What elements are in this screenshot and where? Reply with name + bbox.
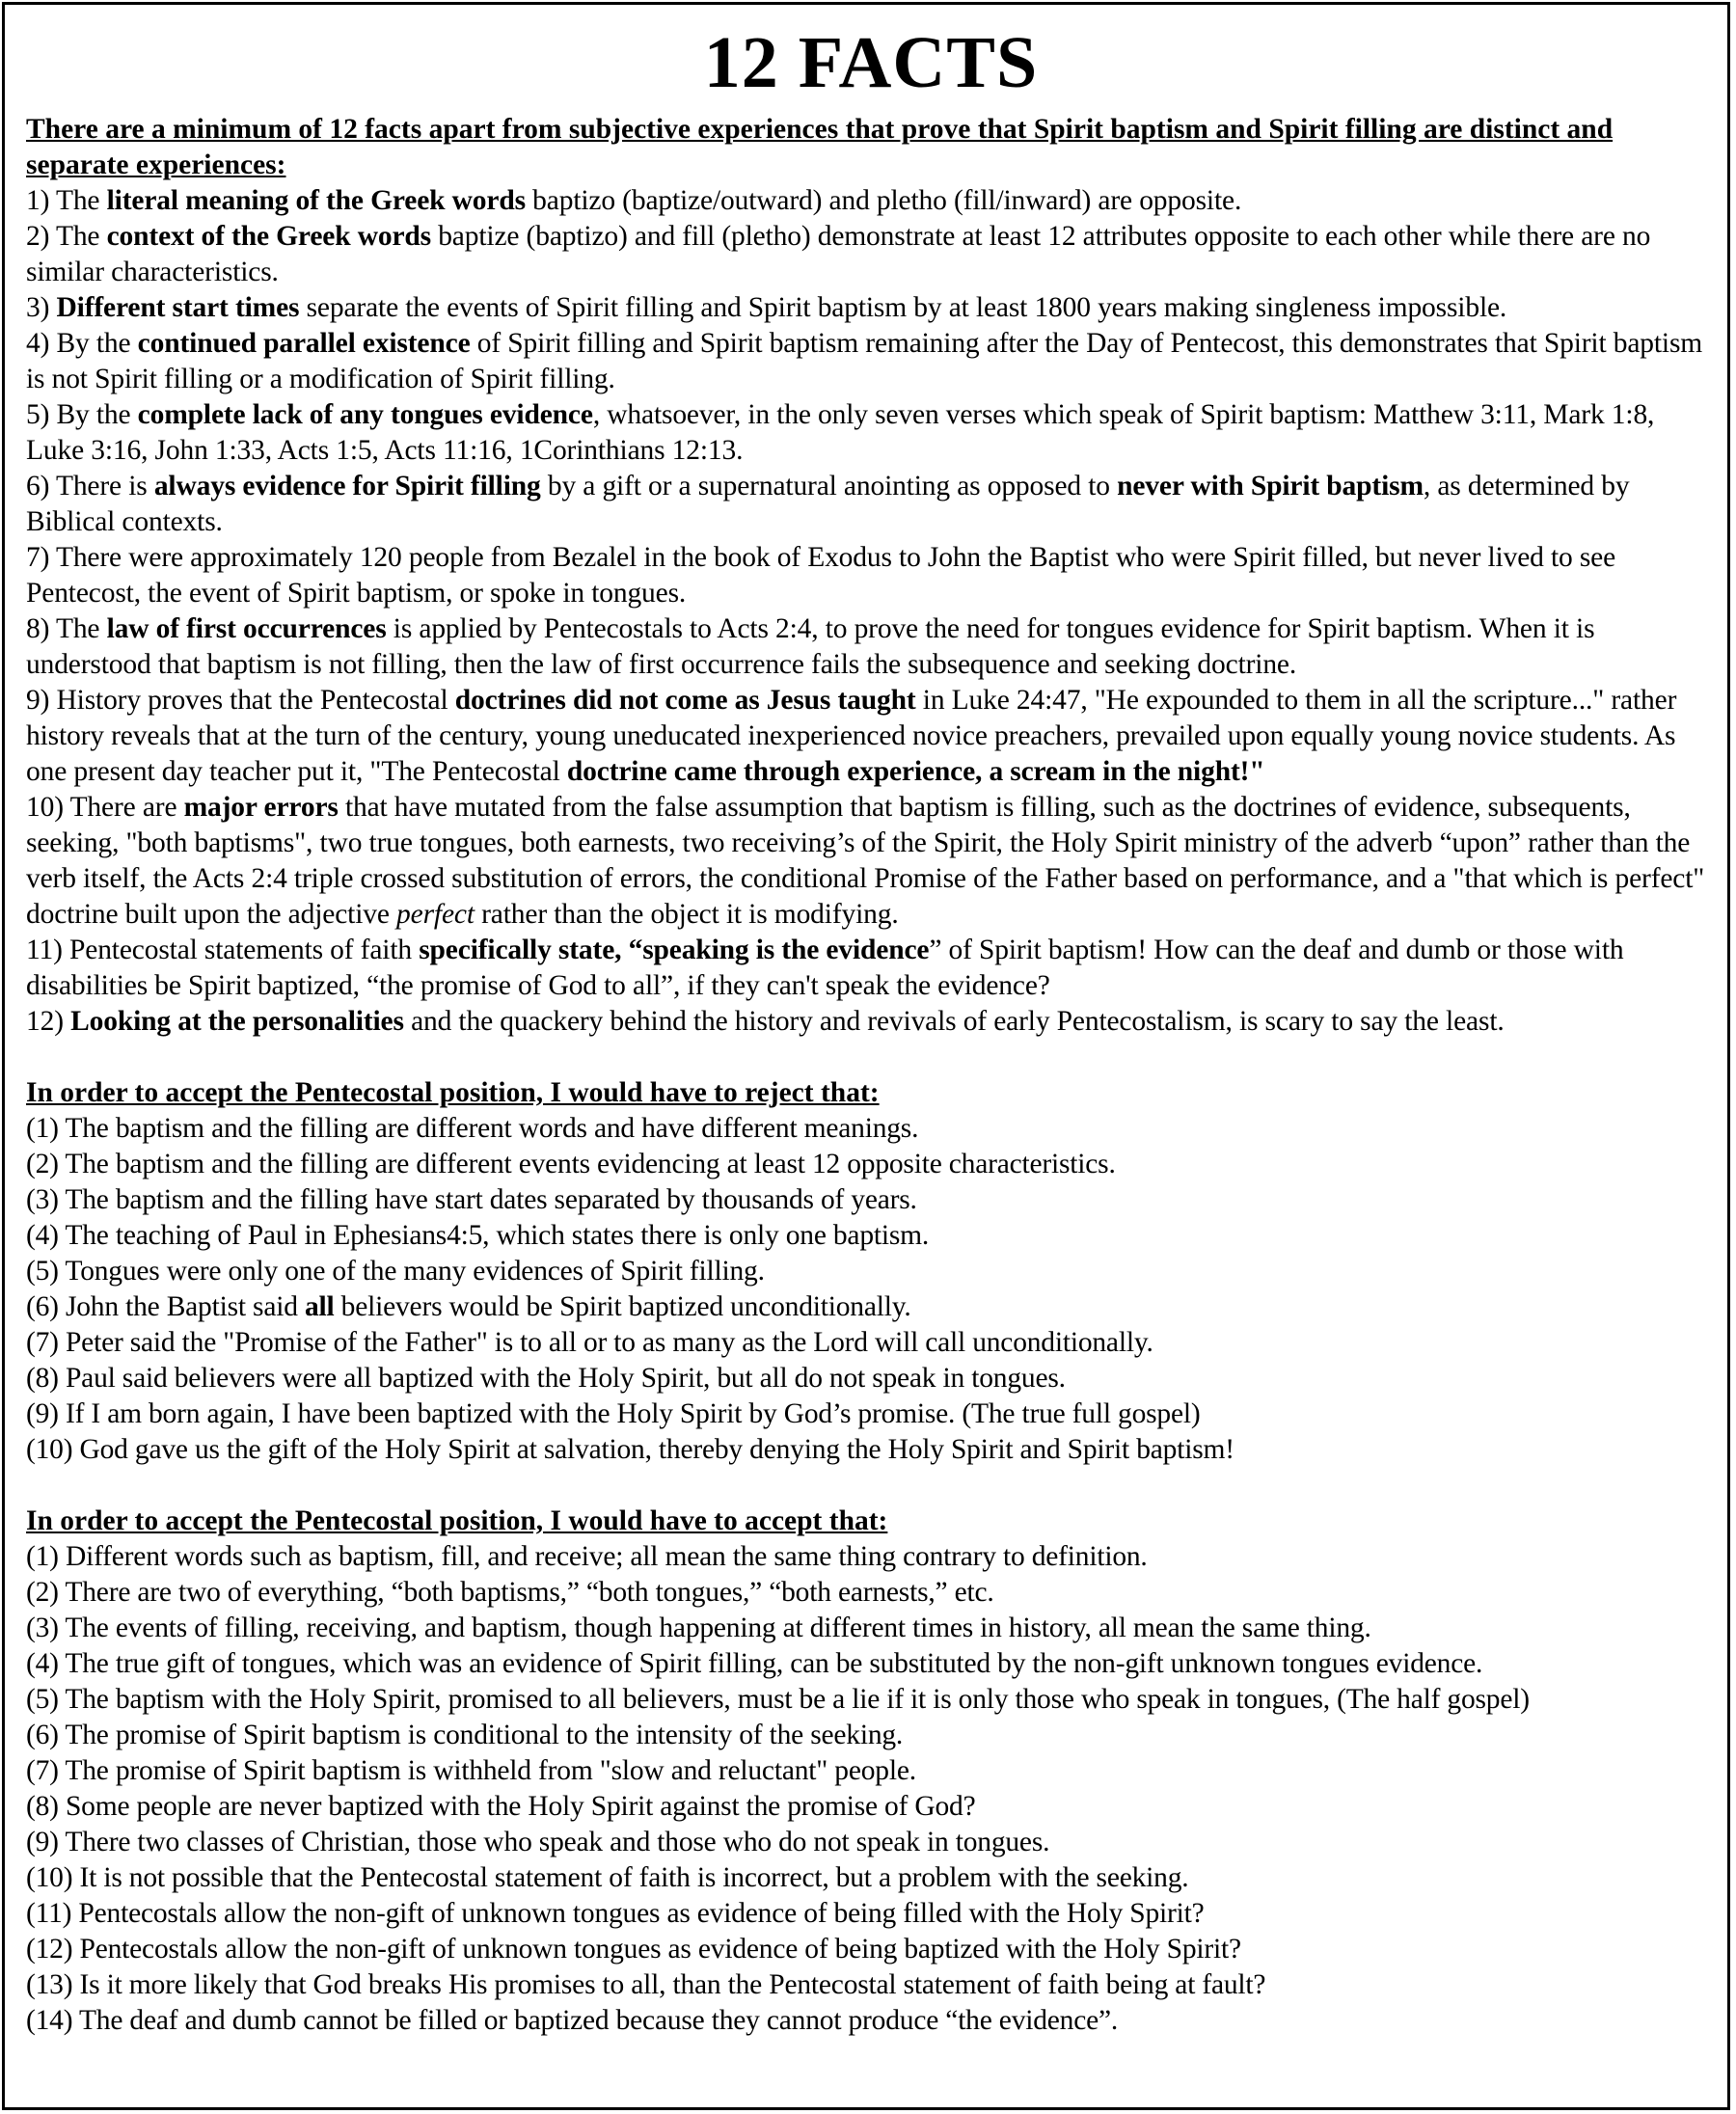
text-run: 1) The (26, 185, 107, 216)
text-run: (7) Peter said the "Promise of the Father" is to all or to as many as the Lord will call unconditionally. (26, 1327, 1153, 1358)
text-run: 9) History proves that the Pentecostal (26, 685, 455, 716)
facts-list (26, 183, 1716, 1040)
text-run: , as determined by Biblical contexts. (26, 471, 1630, 537)
text-run: that have mutated from the false assumption that baptism is filling, such as the doctrines of evidence, subsequents, seeking, "both baptisms", two true tongues, both earnests, two receiving’s of the Spirit, the Holy Spirit ministry of the adverb “upon” rather than the verb itself, the Acts 2:4 triple crossed substitution of errors, the conditional Promise of the Father based on performance, and a "that which is perfect" doctrine built upon the adjective (26, 792, 1705, 930)
text-run: (10) God gave us the gift of the Holy Spirit at salvation, thereby denying the Holy Spirit and Spirit baptism! (26, 1434, 1234, 1465)
bold-text: always evidence for Spirit filling (153, 471, 541, 501)
reject-item (26, 1147, 1716, 1182)
reject-heading: In order to accept the Pentecostal position, I would have to reject that: (26, 1077, 880, 1108)
accept-item (26, 2003, 1716, 2039)
accept-item (26, 1682, 1716, 1718)
page-title: 12 FACTS (703, 22, 1039, 103)
fact-item (26, 611, 1716, 683)
bold-text: continued parallel existence (137, 328, 471, 359)
text-run: rather than the object it is modifying. (474, 899, 899, 930)
text-run: (10) It is not possible that the Pentecostal statement of faith is incorrect, but a problem with the seeking. (26, 1862, 1189, 1893)
bold-text: doctrines did not come as Jesus taught (454, 685, 916, 716)
accept-item (26, 1611, 1716, 1646)
fact-item (26, 469, 1716, 540)
bold-text: law of first occurrences (106, 613, 387, 644)
bold-text: Looking at the personalities (70, 1006, 404, 1037)
section-spacer (26, 1040, 1716, 1075)
text-run: , whatsoever, in the only seven verses which speak of Spirit baptism: Matthew 3:11, Mark 1:8, Luke 3:16, John 1:33, Acts 1:5, Acts 11:16, 1Corinthians 12:13. (26, 399, 1655, 466)
text-run: (12) Pentecostals allow the non-gift of unknown tongues as evidence of being baptized with the Holy Spirit? (26, 1934, 1241, 1965)
section-spacer (26, 1468, 1716, 1504)
accept-item (26, 1646, 1716, 1682)
text-run: (6) John the Baptist said (26, 1291, 305, 1322)
accept-item (26, 1825, 1716, 1860)
fact-item (26, 290, 1716, 326)
text-run: (9) There two classes of Christian, those who speak and those who do not speak in tongues. (26, 1827, 1050, 1857)
text-run: (1) Different words such as baptism, fill, and receive; all mean the same thing contrary to definition. (26, 1541, 1148, 1572)
fact-item (26, 1004, 1716, 1040)
text-run: 4) By the (26, 328, 138, 359)
fact-item (26, 933, 1716, 1004)
text-run: (4) The true gift of tongues, which was an evidence of Spirit filling, can be substituted by the non-gift unknown tongues evidence. (26, 1648, 1483, 1679)
reject-item (26, 1254, 1716, 1289)
text-run: baptize (baptizo) and fill (pletho) demonstrate at least 12 attributes opposite to each other while there are no similar characteristics. (26, 221, 1651, 287)
text-run: (1) The baptism and the filling are different words and have different meanings. (26, 1113, 919, 1144)
accept-item (26, 1860, 1716, 1896)
text-run: 3) (26, 292, 57, 323)
intro-heading: There are a minimum of 12 facts apart from subjective experiences that prove that Spirit baptism and Spirit filling are distinct and separate experiences: (26, 114, 1614, 180)
bold-text: context of the Greek words (106, 221, 431, 252)
fact-item (26, 790, 1716, 933)
italic-text: perfect (396, 899, 475, 930)
text-run: of Spirit filling and Spirit baptism remaining after the Day of Pentecost, this demonstrates that Spirit baptism is not Spirit filling or a modification of Spirit filling. (26, 328, 1703, 394)
accept-item (26, 1967, 1716, 2003)
bold-text: literal meaning of the Greek words (106, 185, 526, 216)
accept-heading: In order to accept the Pentecostal position, I would have to accept that: (26, 1505, 888, 1536)
bold-text: major errors (183, 792, 339, 823)
text-run: (13) Is it more likely that God breaks His promises to all, than the Pentecostal statement of faith being at fault? (26, 1969, 1266, 2000)
text-run: (8) Some people are never baptized with the Holy Spirit against the promise of God? (26, 1791, 976, 1822)
accept-item (26, 1896, 1716, 1932)
text-run: 8) The (26, 613, 107, 644)
accept-item (26, 1575, 1716, 1611)
fact-item (26, 326, 1716, 397)
reject-item (26, 1396, 1716, 1432)
fact-item (26, 219, 1716, 290)
text-run: ” of Spirit baptism! How can the deaf and dumb or those with disabilities be Spirit baptized, “the promise of God to all”, if they can't speak the evidence? (26, 935, 1624, 1001)
accept-item (26, 1753, 1716, 1789)
bold-text: complete lack of any tongues evidence (137, 399, 593, 430)
fact-item (26, 683, 1716, 790)
text-run: (2) The baptism and the filling are different events evidencing at least 12 opposite characteristics. (26, 1149, 1116, 1179)
fact-item (26, 183, 1716, 219)
text-run: (2) There are two of everything, “both baptisms,” “both tongues,” “both earnests,” etc. (26, 1577, 994, 1608)
text-run: by a gift or a supernatural anointing as opposed to (540, 471, 1118, 501)
accept-item (26, 1789, 1716, 1825)
text-run: (7) The promise of Spirit baptism is withheld from "slow and reluctant" people. (26, 1755, 916, 1786)
text-run: (5) The baptism with the Holy Spirit, promised to all believers, must be a lie if it is only those who speak in tongues, (The half gospel) (26, 1684, 1530, 1715)
reject-item (26, 1289, 1716, 1325)
text-run: 7) There were approximately 120 people from Bezalel in the book of Exodus to John the Baptist who were Spirit filled, but never lived to see Pentecost, the event of Spirit baptism, or spoke in tongues. (26, 542, 1616, 609)
text-run: 6) There is (26, 471, 154, 501)
accept-item (26, 1932, 1716, 1967)
text-run: (8) Paul said believers were all baptized with the Holy Spirit, but all do not speak in tongues. (26, 1363, 1066, 1394)
text-run: (3) The baptism and the filling have start dates separated by thousands of years. (26, 1184, 917, 1215)
text-run: (14) The deaf and dumb cannot be filled or baptized because they cannot produce “the evidence”. (26, 2005, 1119, 2036)
text-run: 12) (26, 1006, 71, 1037)
document-body (26, 19, 1716, 2039)
reject-item (26, 1432, 1716, 1468)
text-run: (9) If I am born again, I have been baptized with the Holy Spirit by God’s promise. (The true full gospel) (26, 1398, 1201, 1429)
bold-text: doctrine came through experience, a scream in the night!" (566, 756, 1265, 787)
text-run: separate the events of Spirit filling and Spirit baptism by at least 1800 years making singleness impossible. (299, 292, 1507, 323)
text-run: baptizo (baptize/outward) and pletho (fill/inward) are opposite. (525, 185, 1242, 216)
reject-list (26, 1111, 1716, 1468)
fact-item (26, 540, 1716, 611)
reject-item (26, 1182, 1716, 1218)
text-run: is applied by Pentecostals to Acts 2:4, to prove the need for tongues evidence for Spirit baptism. When it is understood that baptism is not filling, then the law of first occurrence fails the subsequence and seeking doctrine. (26, 613, 1595, 680)
text-run: 11) Pentecostal statements of faith (26, 935, 420, 965)
reject-item (26, 1361, 1716, 1396)
accept-list (26, 1539, 1716, 2039)
bold-text: all (304, 1291, 335, 1322)
text-run: (3) The events of filling, receiving, and baptism, though happening at different times in history, all mean the same thing. (26, 1613, 1371, 1643)
text-run: and the quackery behind the history and revivals of early Pentecostalism, is scary to say the least. (403, 1006, 1505, 1037)
text-run: 5) By the (26, 399, 138, 430)
text-run: believers would be Spirit baptized unconditionally. (334, 1291, 911, 1322)
bold-text: Different start times (56, 292, 300, 323)
fact-item (26, 397, 1716, 469)
text-run: 2) The (26, 221, 107, 252)
bold-text: specifically state, “speaking is the evidence (419, 935, 930, 965)
reject-item (26, 1325, 1716, 1361)
text-run: (5) Tongues were only one of the many evidences of Spirit filling. (26, 1256, 765, 1287)
text-run: 10) There are (26, 792, 184, 823)
text-run: in Luke 24:47, "He expounded to them in all the scripture..." rather history reveals that at the turn of the century, young uneducated inexperienced novice preachers, prevailed upon equally young novice students. As one present day teacher put it, "The Pentecostal (26, 685, 1677, 787)
reject-item (26, 1218, 1716, 1254)
text-run: (6) The promise of Spirit baptism is conditional to the intensity of the seeking. (26, 1720, 904, 1750)
reject-item (26, 1111, 1716, 1147)
bold-text: never with Spirit baptism (1117, 471, 1424, 501)
accept-item (26, 1539, 1716, 1575)
text-run: (4) The teaching of Paul in Ephesians4:5, which states there is only one baptism. (26, 1220, 930, 1251)
accept-item (26, 1718, 1716, 1753)
text-run: (11) Pentecostals allow the non-gift of unknown tongues as evidence of being filled with the Holy Spirit? (26, 1898, 1205, 1929)
